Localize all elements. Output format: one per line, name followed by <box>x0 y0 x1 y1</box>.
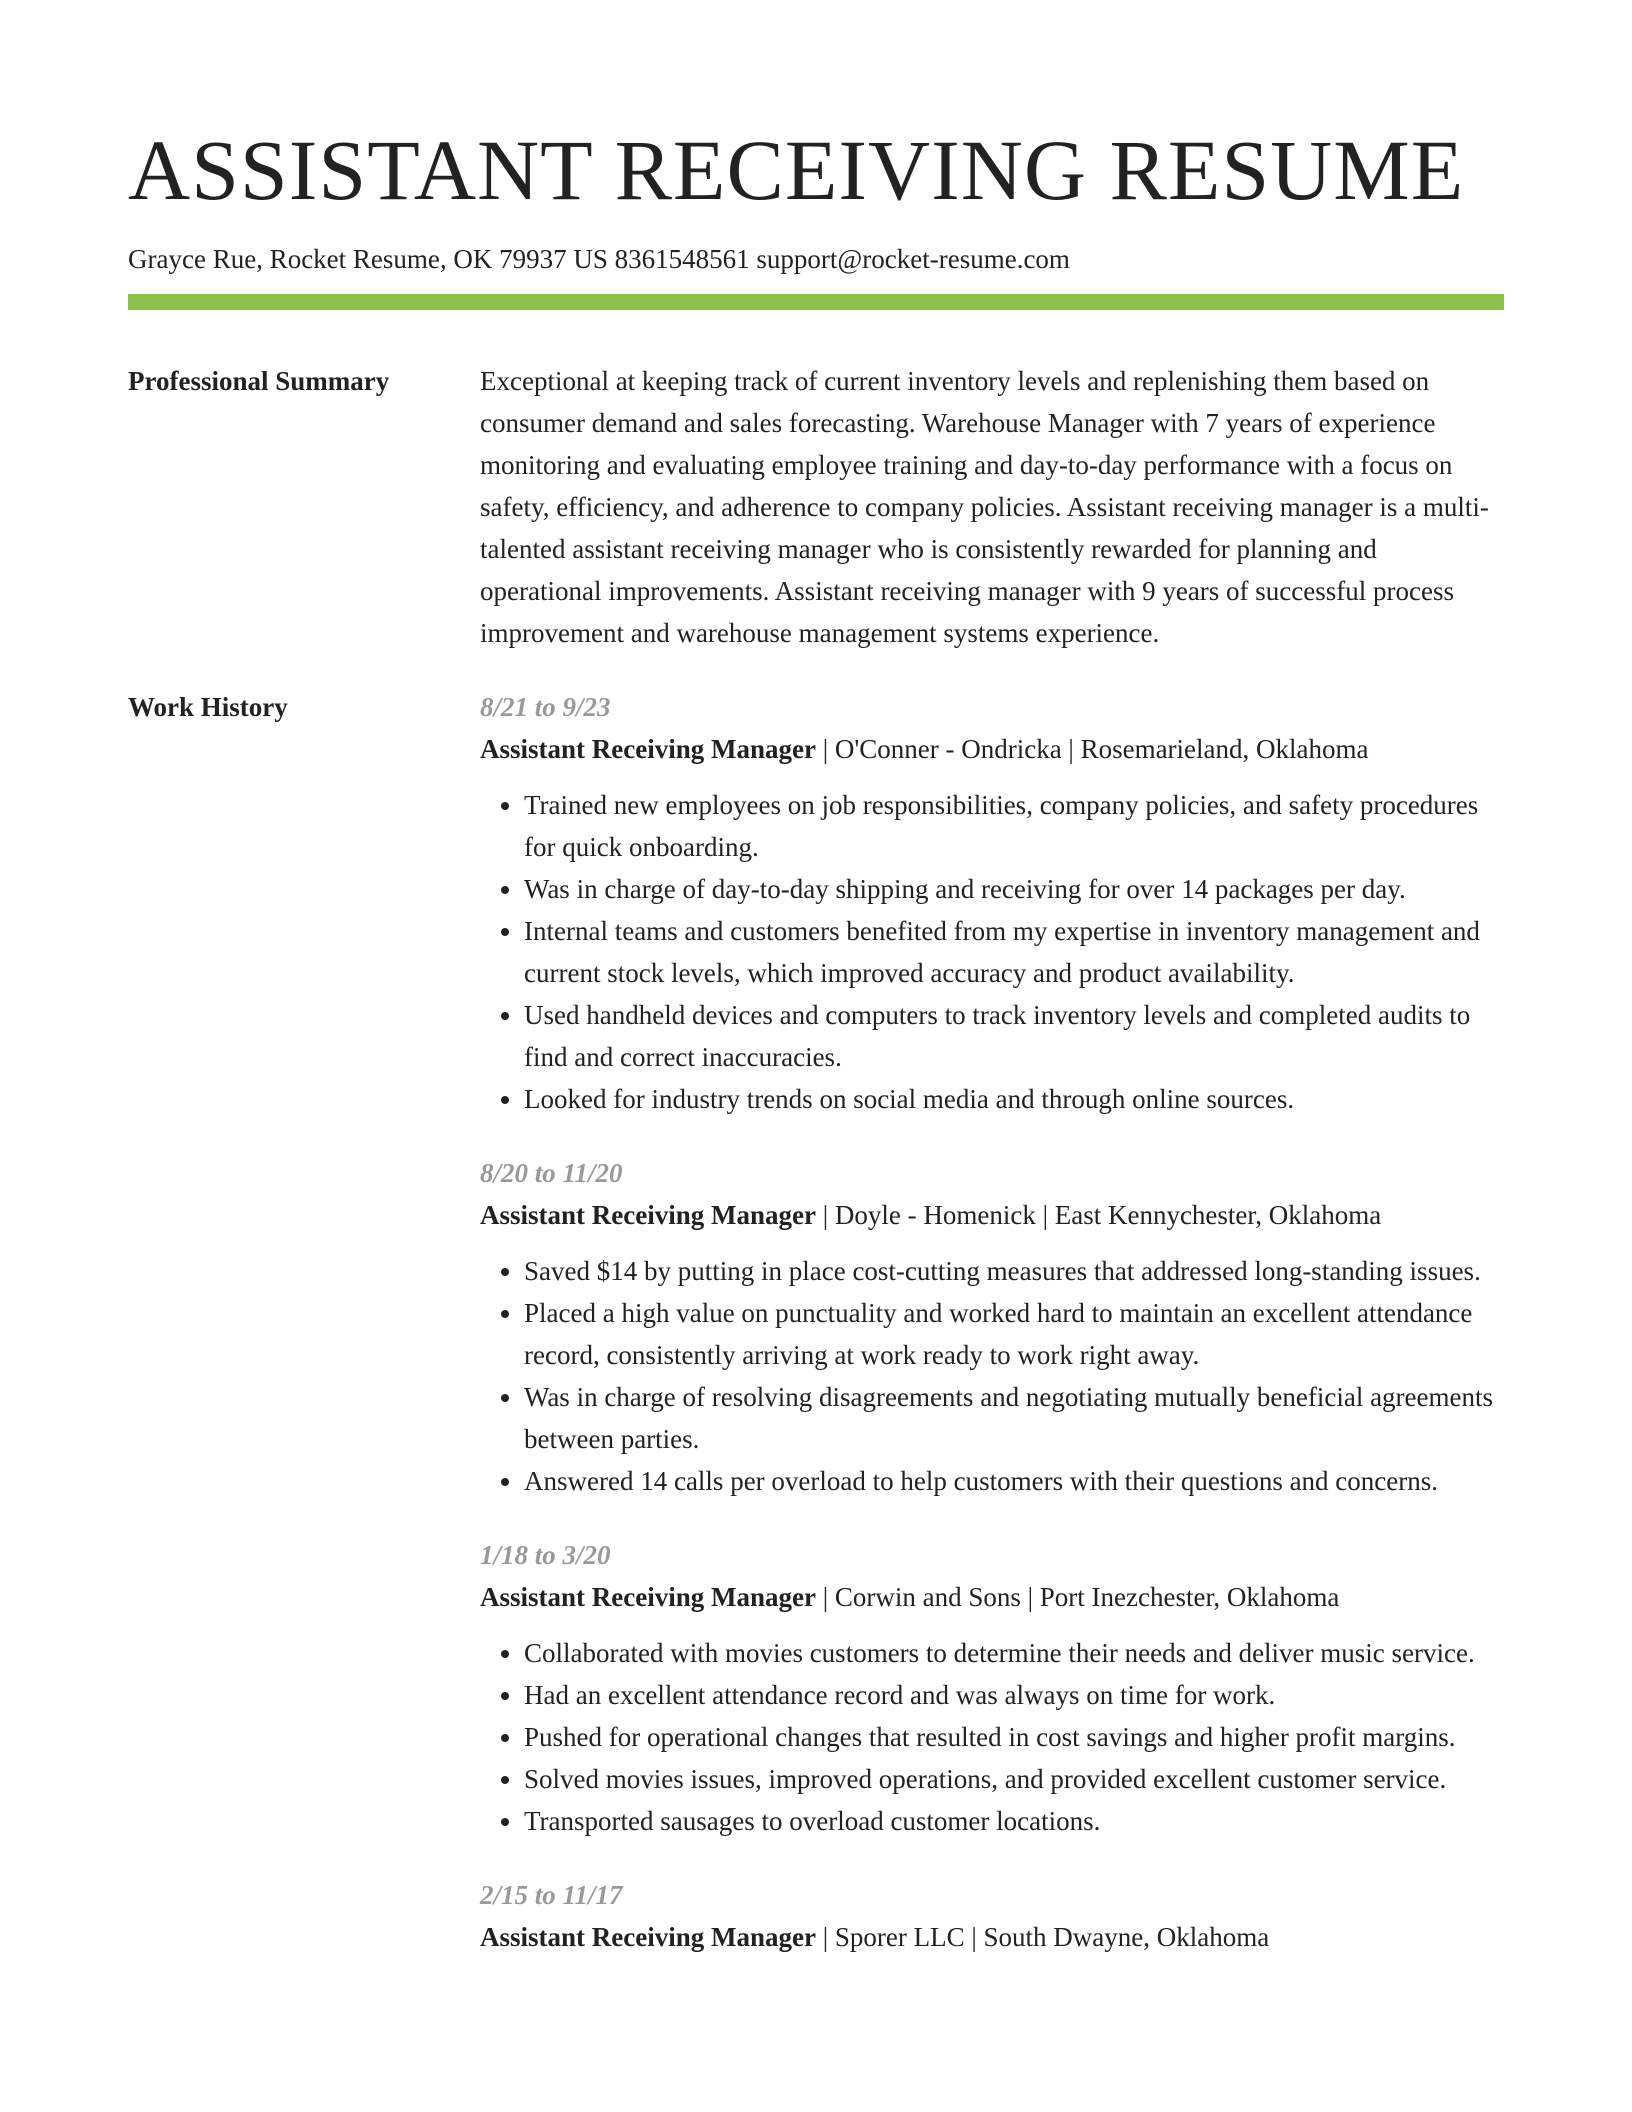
job-bullet: • Internal teams and customers benefited from my expertise in inventory management and current stock levels, which improved accuracy and product availability. <box>524 910 1504 994</box>
job-employer-location: | Corwin and Sons | Port Inezchester, Oklahoma <box>815 1582 1340 1612</box>
job-employer-location: | Doyle - Homenick | East Kennychester, Oklahoma <box>815 1200 1382 1230</box>
job-bullet: • Used handheld devices and computers to track inventory levels and completed audits to find and correct inaccuracies. <box>524 994 1504 1078</box>
job-entry <box>480 1534 1504 1842</box>
job-bullets <box>480 1250 1504 1502</box>
job-bullet: • Collaborated with movies customers to determine their needs and deliver music service. <box>524 1632 1504 1674</box>
job-entry <box>480 1874 1504 1958</box>
job-heading <box>480 1576 1504 1618</box>
job-bullet: • Had an excellent attendance record and was always on time for work. <box>524 1674 1504 1716</box>
job-bullet: • Was in charge of day-to-day shipping and receiving for over 14 packages per day. <box>524 868 1504 910</box>
work-history-section <box>128 686 1504 1958</box>
job-entry <box>480 1152 1504 1502</box>
job-heading <box>480 728 1504 770</box>
job-dates: 1/18 to 3/20 <box>480 1540 611 1570</box>
job-role: Assistant Receiving Manager <box>480 1922 816 1952</box>
section-label-work-history: Work History <box>128 692 288 722</box>
job-bullet: • Answered 14 calls per overload to help customers with their questions and concerns. <box>524 1460 1504 1502</box>
job-role: Assistant Receiving Manager <box>480 1200 816 1230</box>
resume-title: ASSISTANT RECEIVING RESUME <box>128 122 1465 218</box>
job-role: Assistant Receiving Manager <box>480 734 816 764</box>
job-bullets <box>480 784 1504 1120</box>
job-bullets <box>480 1632 1504 1842</box>
resume-page <box>128 120 1504 1990</box>
job-bullet: • Placed a high value on punctuality and worked hard to maintain an excellent attendance record, consistently arriving at work ready to work right away. <box>524 1292 1504 1376</box>
job-bullet: • Looked for industry trends on social media and through online sources. <box>524 1078 1504 1120</box>
job-entry <box>480 686 1504 1120</box>
section-label-summary: Professional Summary <box>128 366 390 396</box>
professional-summary-section <box>128 360 1504 654</box>
job-bullet: • Saved $14 by putting in place cost-cutting measures that addressed long-standing issues. <box>524 1250 1504 1292</box>
job-bullet: • Transported sausages to overload customer locations. <box>524 1800 1504 1842</box>
job-bullet: • Was in charge of resolving disagreements and negotiating mutually beneficial agreements between parties. <box>524 1376 1504 1460</box>
job-employer-location: | O'Conner - Ondricka | Rosemarieland, Oklahoma <box>815 734 1369 764</box>
job-bullet: • Trained new employees on job responsibilities, company policies, and safety procedures for quick onboarding. <box>524 784 1504 868</box>
job-bullet: • Pushed for operational changes that resulted in cost savings and higher profit margins. <box>524 1716 1504 1758</box>
accent-divider <box>128 294 1504 310</box>
job-dates: 8/20 to 11/20 <box>480 1158 623 1188</box>
summary-text: Exceptional at keeping track of current inventory levels and replenishing them based on consumer demand and sales forecasting. Warehouse Manager with 7 years of experience monitoring and evaluating employee training and day-to-day performance with a focus on safety, efficiency, and adherence to company policies. Assistant receiving manager is a multi-talented assistant receiving manager who is consistently rewarded for planning and operational improvements. Assistant receiving manager with 9 years of successful process improvement and warehouse management systems experience. <box>480 366 1489 648</box>
job-heading <box>480 1916 1504 1958</box>
contact-line: Grayce Rue, Rocket Resume, OK 79937 US 8361548561 support@rocket-resume.com <box>128 244 1070 274</box>
job-role: Assistant Receiving Manager <box>480 1582 816 1612</box>
job-bullet: • Solved movies issues, improved operations, and provided excellent customer service. <box>524 1758 1504 1800</box>
job-dates: 8/21 to 9/23 <box>480 692 611 722</box>
job-heading <box>480 1194 1504 1236</box>
job-dates: 2/15 to 11/17 <box>480 1880 623 1910</box>
job-employer-location: | Sporer LLC | South Dwayne, Oklahoma <box>815 1922 1270 1952</box>
work-history-list <box>480 686 1504 1958</box>
